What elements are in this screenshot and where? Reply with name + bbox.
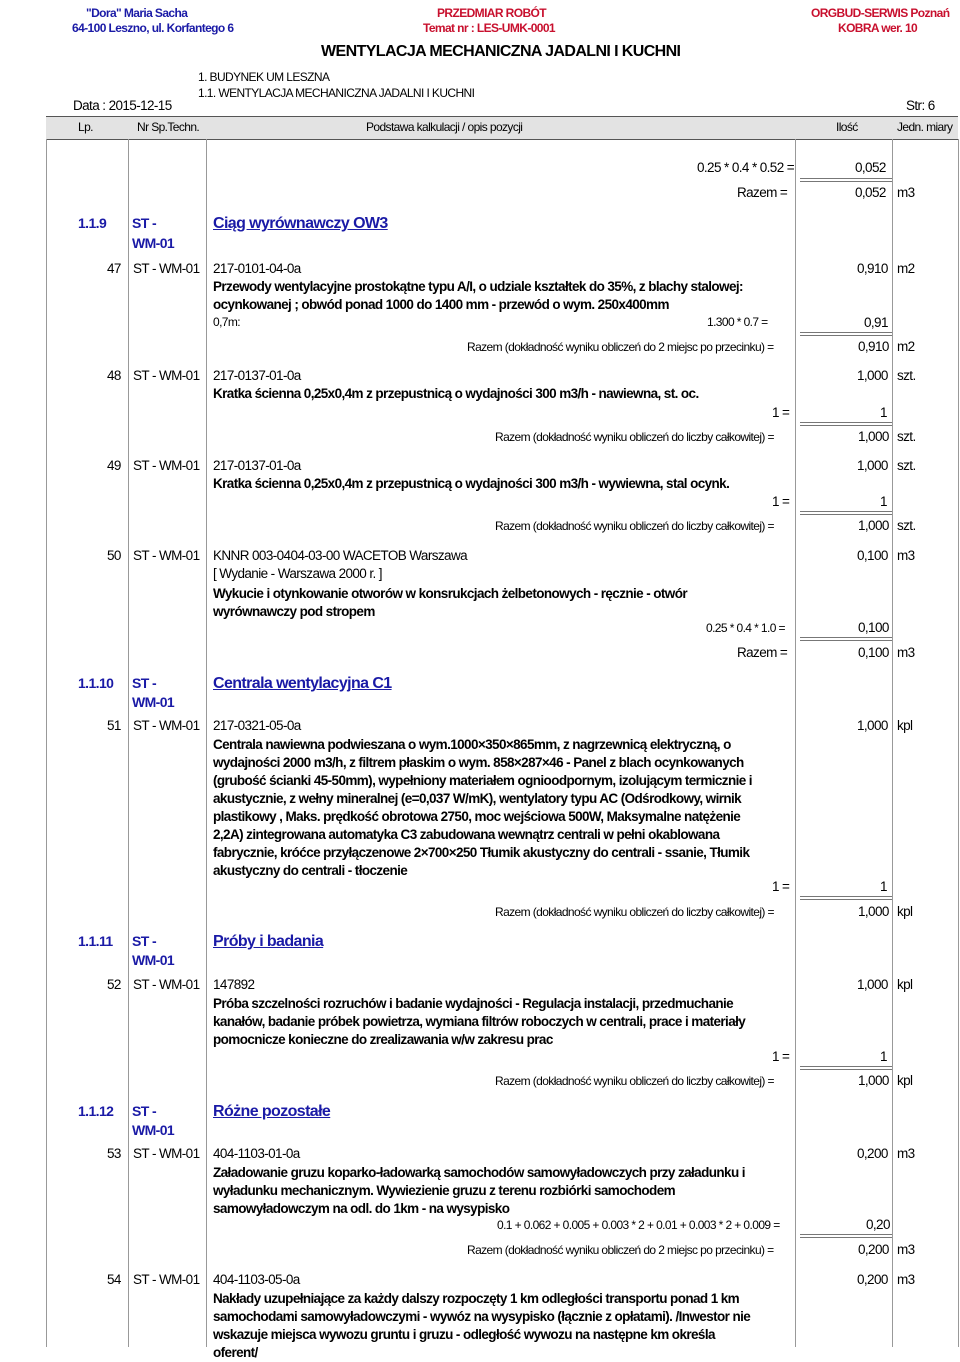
sum-label: Razem (dokładność wyniku obliczeń do liczby całkowitej) = — [495, 430, 774, 444]
section-title: Ciąg wyrównawczy OW3 — [213, 215, 388, 232]
calc-result: 1 — [880, 1049, 887, 1064]
sum-rule — [800, 511, 892, 515]
document-type: PRZEDMIAR ROBÓT — [437, 6, 546, 20]
sum-label: Razem (dokładność wyniku obliczeń do liczby całkowitej) = — [495, 1074, 774, 1088]
calc-result: 1 — [880, 405, 887, 420]
item-unit: m2 — [897, 261, 915, 276]
sum-rule — [800, 896, 892, 900]
sum-label: Razem (dokładność wyniku obliczeń do liczby całkowitej) = — [495, 519, 774, 533]
calc-expression: 0.1 + 0.062 + 0.005 + 0.003 * 2 + 0.01 + 0.003 * 2 + 0.009 = — [497, 1218, 780, 1232]
calc-result: 0,91 — [864, 315, 888, 330]
calc-expression: 1.300 * 0.7 = — [707, 315, 768, 329]
sum-value: 1,000 — [858, 429, 889, 444]
section-number: 1.1.12 — [78, 1103, 114, 1119]
sum-label: Razem = — [737, 185, 788, 200]
calc-result: 0,100 — [858, 620, 889, 635]
item-quantity: 0,910 — [857, 261, 888, 276]
item-description: Próba szczelności rozruchów i badanie wydajności - Regulacja instalacji, przedmuchanie kanałów, badanie próbek powietrza, wymiana filtrów roboczych w centrali, prace i materiały pomocnicze konieczne do zrealizawania w/w zakresu prac — [213, 996, 746, 1047]
sum-value: 1,000 — [858, 1073, 889, 1088]
column-divider — [795, 139, 796, 1347]
column-header-lp: Lp. — [78, 120, 93, 134]
sum-value: 0,910 — [858, 339, 889, 354]
item-quantity: 1,000 — [857, 458, 888, 473]
item-unit: m3 — [897, 1146, 915, 1161]
sum-label: Razem = — [737, 645, 788, 660]
section-code: ST - — [132, 675, 157, 691]
section-number: 1.1.11 — [78, 933, 113, 949]
item-spec: ST - WM-01 — [133, 1272, 200, 1287]
item-basis: 217-0137-01-0a — [213, 368, 301, 383]
section-title: Centrala wentylacyjna C1 — [213, 675, 392, 692]
item-description: Kratka ścienna 0,25x0,4m z przepustnicą o wydajności 300 m3/h - nawiewna, st. oc. — [213, 386, 699, 401]
calc-expression: 1 = — [772, 494, 790, 509]
section-code: ST - — [132, 1103, 157, 1119]
sum-unit: kpl — [897, 1073, 913, 1088]
sum-rule — [800, 178, 892, 182]
item-quantity: 1,000 — [857, 977, 888, 992]
item-description: Przewody wentylacyjne prostokątne typu A/I, o udziale kształtek do 35%, z blachy stalowej: ocynkowanej ; obwód ponad 1000 do 1400 mm - przewód o wym. 250x400mm — [213, 279, 743, 312]
sum-unit: kpl — [897, 904, 913, 919]
item-unit: szt. — [897, 458, 916, 473]
item-basis: KNNR 003-0404-03-00 WACETOB Warszawa — [213, 548, 467, 563]
sum-value: 1,000 — [858, 904, 889, 919]
item-basis: 217-0321-05-0a — [213, 718, 301, 733]
item-quantity: 1,000 — [857, 718, 888, 733]
column-header-spec: Nr Sp.Techn. — [137, 120, 200, 134]
sum-value: 0,200 — [858, 1242, 889, 1257]
calc-result: 1 — [880, 879, 887, 894]
software-vendor: ORGBUD-SERWIS Poznań — [811, 6, 950, 20]
document-subject: Temat nr : LES-UMK-0001 — [423, 21, 556, 35]
sum-unit: m3 — [897, 1242, 915, 1257]
calc-result: 0,20 — [866, 1217, 890, 1232]
sum-unit: szt. — [897, 518, 916, 533]
sum-rule — [800, 1234, 892, 1238]
column-divider — [206, 139, 207, 1347]
item-spec: ST - WM-01 — [133, 977, 200, 992]
calc-result: 0,052 — [855, 160, 886, 175]
sum-rule — [800, 637, 892, 641]
item-lp: 54 — [107, 1272, 121, 1287]
item-spec: ST - WM-01 — [133, 458, 200, 473]
sum-label: Razem (dokładność wyniku obliczeń do 2 miejsc po przecinku) = — [467, 1243, 774, 1257]
item-description: Wykucie i otynkowanie otworów w konsrukcjach żelbetonowych - ręcznie - otwór wyrównawczy pod stropem — [213, 586, 687, 619]
section-code: ST - — [132, 933, 157, 949]
section-code: ST - — [132, 215, 157, 231]
calc-expression: 1 = — [772, 879, 790, 894]
column-divider — [958, 139, 959, 1347]
column-divider — [46, 139, 47, 1347]
document-date: Data : 2015-12-15 — [73, 98, 172, 113]
sum-label: Razem (dokładność wyniku obliczeń do 2 miejsc po przecinku) = — [467, 340, 774, 354]
item-basis: 217-0101-04-0a — [213, 261, 301, 276]
breadcrumb-level-2: 1.1. WENTYLACJA MECHANICZNA JADALNI I KUCHNI — [198, 86, 475, 100]
sum-value: 1,000 — [858, 518, 889, 533]
calc-expression: 1 = — [772, 1049, 790, 1064]
column-divider — [128, 139, 129, 1347]
section-number: 1.1.10 — [78, 675, 114, 691]
item-lp: 48 — [107, 368, 121, 383]
item-lp: 52 — [107, 977, 121, 992]
calc-result: 1 — [880, 494, 887, 509]
company-name: "Dora" Maria Sacha — [86, 6, 188, 20]
item-spec: ST - WM-01 — [133, 548, 200, 563]
column-header-quantity: Ilość — [836, 120, 858, 134]
sum-unit: m3 — [897, 645, 915, 660]
calc-expression: 0.25 * 0.4 * 0.52 = — [697, 160, 795, 175]
item-lp: 51 — [107, 718, 121, 733]
item-lp: 47 — [107, 261, 121, 276]
item-spec: ST - WM-01 — [133, 261, 200, 276]
item-lp: 50 — [107, 548, 121, 563]
item-unit: m3 — [897, 1272, 915, 1287]
sum-unit: m3 — [897, 185, 915, 200]
section-title: Próby i badania — [213, 933, 324, 950]
item-basis: 147892 — [213, 977, 255, 992]
item-lp: 53 — [107, 1146, 121, 1161]
page-title: WENTYLACJA MECHANICZNA JADALNI I KUCHNI — [321, 43, 681, 60]
sum-rule — [800, 1066, 892, 1070]
sum-value: 0,052 — [855, 185, 886, 200]
item-basis: 404-1103-01-0a — [213, 1146, 300, 1161]
breadcrumb-level-1: 1. BUDYNEK UM LESZNA — [198, 70, 330, 84]
section-title: Różne pozostałe — [213, 1103, 331, 1120]
section-code-id: WM-01 — [132, 235, 175, 251]
sum-unit: szt. — [897, 429, 916, 444]
item-basis: 217-0137-01-0a — [213, 458, 301, 473]
section-code-id: WM-01 — [132, 1122, 175, 1138]
item-basis-edition: [ Wydanie - Warszawa 2000 r. ] — [213, 566, 382, 581]
item-spec: ST - WM-01 — [133, 368, 200, 383]
section-number: 1.1.9 — [78, 215, 107, 231]
item-description: Kratka ścienna 0,25x0,4m z przepustnicą o wydajności 300 m3/h - wywiewna, stal ocynk. — [213, 476, 730, 491]
item-spec: ST - WM-01 — [133, 718, 200, 733]
item-unit: kpl — [897, 718, 913, 733]
column-divider — [892, 139, 893, 1347]
item-quantity: 0,200 — [857, 1146, 888, 1161]
item-basis: 404-1103-05-0a — [213, 1272, 300, 1287]
item-quantity: 0,100 — [857, 548, 888, 563]
sum-unit: m2 — [897, 339, 915, 354]
page-number: Str: 6 — [906, 98, 935, 113]
calc-label: 0,7m: — [213, 315, 241, 329]
sum-value: 0,100 — [858, 645, 889, 660]
item-lp: 49 — [107, 458, 121, 473]
column-header-description: Podstawa kalkulacji / opis pozycji — [366, 120, 523, 134]
item-description: Nakłady uzupełniające za każdy dalszy rozpoczęty 1 km odległości transportu ponad 1 km samochodami samowyładowczymi - wywóz na wysypisko (łącznie z opłatami). /Inwestor nie wskazuje miejsca wywozu gruntu i gruzu - odległość wywozu na następne km określa oferent/ — [213, 1291, 751, 1360]
calc-expression: 0.25 * 0.4 * 1.0 = — [706, 621, 785, 635]
item-quantity: 1,000 — [857, 368, 888, 383]
item-unit: szt. — [897, 368, 916, 383]
item-unit: m3 — [897, 548, 915, 563]
item-description: Załadowanie gruzu koparko-ładowarką samochodów samowyładowczych przy załadunku i wyładunku mechanicznym. Wywiezienie gruzu z terenu rozbiórki samochodem samowyładowczym na odl. do 1km - na wysypisko — [213, 1165, 745, 1216]
sum-rule — [800, 422, 892, 426]
item-unit: kpl — [897, 977, 913, 992]
company-address: 64-100 Leszno, ul. Korfantego 6 — [72, 21, 234, 35]
item-spec: ST - WM-01 — [133, 1146, 200, 1161]
section-code-id: WM-01 — [132, 952, 175, 968]
sum-label: Razem (dokładność wyniku obliczeń do liczby całkowitej) = — [495, 905, 774, 919]
sum-rule — [800, 332, 892, 336]
section-code-id: WM-01 — [132, 694, 175, 710]
column-header-unit: Jedn. miary — [897, 120, 953, 134]
item-quantity: 0,200 — [857, 1272, 888, 1287]
item-description: Centrala nawiewna podwieszana o wym.1000×350×865mm, z nagrzewnicą elektryczną, o wydajności 2000 m3/h, z filtrem płaskim o wym. 858×287×46 - Panel z blach ocynkowanych (grubość ścianki 45-50mm), wypełniony materiałem ognioodpornym, izolującym termicznie i akustycznie, z wełny mineralnej (e=0,037 W/mK), wentylatory typu AC (Odśrodkowy, wirnik plastikowy , Maks. prędkość obrotowa 2750, moc wejściowa 500W, Maksymalne natężenie 2,2A) zintegrowana automatyka C3 zabudowana wewnątrz centrali w pełni okablowana fabrycznie, króćce przyłączenowe 2×700×250 Tłumik akustyczny do centrali - ssanie, Tłumik akustyczny do centrali - tłoczenie — [213, 737, 752, 878]
calc-expression: 1 = — [772, 405, 790, 420]
software-version: KOBRA wer. 10 — [838, 21, 918, 35]
